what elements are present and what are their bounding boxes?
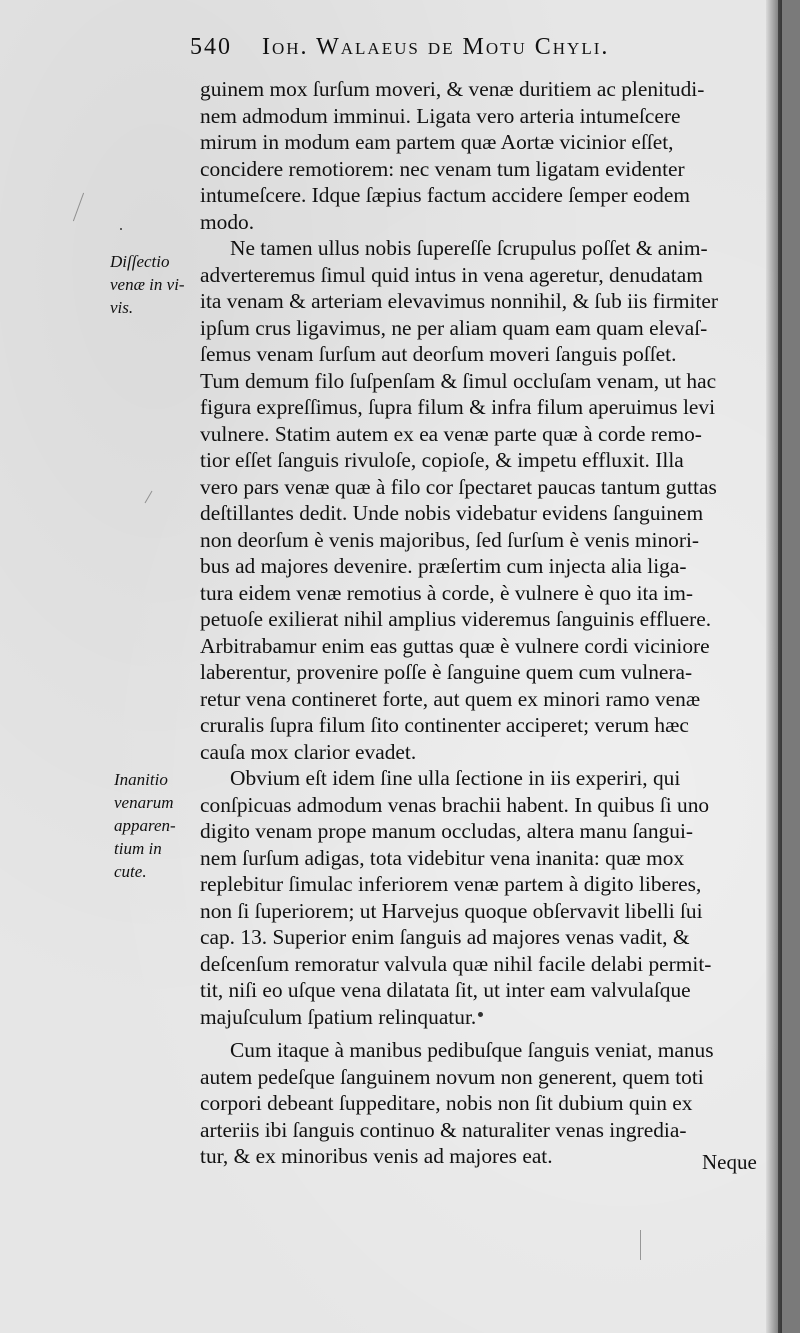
page-gutter-shadow [766, 0, 782, 1333]
text-line: concidere remotiorem: nec venam tum ligatam evidenter [200, 156, 685, 181]
text-line: modo. [200, 209, 255, 234]
page-number: 540 [190, 34, 232, 60]
margin-note-dissectio [110, 250, 194, 319]
text-line: deſcenſum remoratur valvula quæ nihil facile delabi permit- [200, 951, 712, 976]
text-line: Cum itaque à manibus pedibuſque ſanguis veniat, manus [230, 1038, 714, 1062]
text-line: laberentur, provenire poſſe è ſanguine quem cum vulnera- [200, 660, 693, 684]
text-line: cap. 13. Superior enim ſanguis ad majores venas vadit, & [200, 925, 690, 949]
margin-note-line: Inanitio [114, 770, 168, 789]
text-line: Tum demum filo ſuſpenſam & ſimul occluſam venam, ut hac [200, 368, 717, 393]
margin-note-line: venarum [114, 793, 174, 812]
text-line: cauſa mox clarior evadet. [200, 739, 417, 764]
text-line: non deorſum è venis majoribus, ſed ſurſum è venis minori- [200, 527, 700, 552]
text-line: autem pedeſque ſanguinem novum non generent, quem toti [200, 1064, 704, 1089]
paper-mark [73, 193, 84, 222]
text-line: ita venam & arteriam elevavimus nonnihil, & ſub iis firmiter [200, 289, 719, 313]
text-line: non ſi ſuperiorem; ut Harvejus quoque obſervavit libelli ſui [200, 898, 703, 923]
text-line: ſemus venam ſurſum aut deorſum moveri ſanguis poſſet. [200, 342, 677, 366]
text-line: Obvium eſt idem ſine ulla ſectione in iis experiri, qui [230, 766, 681, 790]
text-line: cruralis ſupra filum ſito continenter acciperet; verum hæc [200, 713, 689, 737]
text-line: intumeſcere. Idque ſæpius factum accidere ſemper eodem [200, 183, 690, 207]
margin-note-line: venæ in vi- [110, 275, 185, 294]
text-line: tur, & ex minoribus venis ad majores eat. [200, 1144, 553, 1168]
margin-note-line: vis. [110, 298, 134, 317]
text-line: vero pars venæ quæ à filo cor ſpectaret paucas tantum guttas [200, 474, 717, 499]
margin-note-line: tium in [114, 839, 162, 858]
text-line: retur vena contineret forte, aut quem ex minori ramo venæ [200, 686, 701, 711]
margin-note-line: apparen- [114, 816, 176, 835]
text-line: digito venam prope manum occludas, altera manu ſangui- [200, 819, 694, 843]
text-line: mirum in modum eam partem quæ Aortæ vicinior eſſet, [200, 130, 674, 154]
text-line: nem admodum imminui. Ligata vero arteria intumeſcere [200, 103, 681, 128]
text-line: figura expreſſimus, ſupra filum & infra filum aperuimus levi [200, 395, 716, 419]
text-line: Arbitrabamur enim eas guttas quæ è vulnere cordi viciniore [200, 633, 710, 658]
text-line: corpori debeant ſuppeditare, nobis non ſit dubium quin ex [200, 1091, 693, 1115]
text-line: bus ad majores devenire. præſertim cum injecta alia liga- [200, 554, 687, 578]
paper-mark [145, 491, 153, 504]
text-line: deſtillantes dedit. Unde nobis videbatur evidens ſanguinem [200, 501, 704, 525]
margin-note-inanitio [114, 768, 198, 883]
running-head [190, 34, 750, 61]
text-line: arteriis ibi ſanguis continuo & naturaliter venas ingredia- [200, 1117, 687, 1142]
text-line: majuſculum ſpatium relinquatur. [200, 1004, 477, 1029]
text-line: Ne tamen ullus nobis ſupereſſe ſcrupulus poſſet & anim- [230, 236, 708, 260]
text-line: guinem mox ſurſum moveri, & venæ duritiem ac plenitudi- [200, 77, 705, 101]
margin-note-line: cute. [114, 862, 147, 881]
body-text [200, 76, 765, 1170]
text-line: adverteremus ſimul quid intus in vena ageretur, denudatam [200, 262, 703, 287]
text-line: nem ſurſum adigas, tota videbitur vena inanita: quæ mox [200, 845, 685, 870]
margin-note-line: Diſſectio [110, 252, 170, 271]
ink-speck [120, 228, 122, 230]
text-line: replebitur ſimulac inferiorem venæ partem à digito liberes, [200, 872, 702, 896]
text-line: tior eſſet ſanguis rivuloſe, copioſe, & impetu effluxit. Illa [200, 448, 684, 472]
text-line: ipſum crus ligavimus, ne per aliam quam eam quam elevaſ- [200, 315, 708, 340]
catchword: Neque [702, 1150, 757, 1174]
ink-speck [478, 1012, 483, 1017]
text-line: petuoſe exilierat nihil amplius videremus ſanguinis effluere. [200, 607, 712, 631]
text-line: tura eidem venæ remotius à corde, è vulnere è quo ita im- [200, 580, 693, 605]
running-title: Ioh. Walaeus de Motu Chyli. [262, 34, 610, 60]
text-line: vulnere. Statim autem ex ea venæ parte quæ à corde remo- [200, 421, 702, 446]
text-line: conſpicuas admodum venas brachii habent. In quibus ſi uno [200, 792, 710, 817]
text-line: tit, niſi eo uſque vena dilatata ſit, ut inter eam valvulaſque [200, 978, 691, 1002]
paper-mark [640, 1230, 641, 1260]
